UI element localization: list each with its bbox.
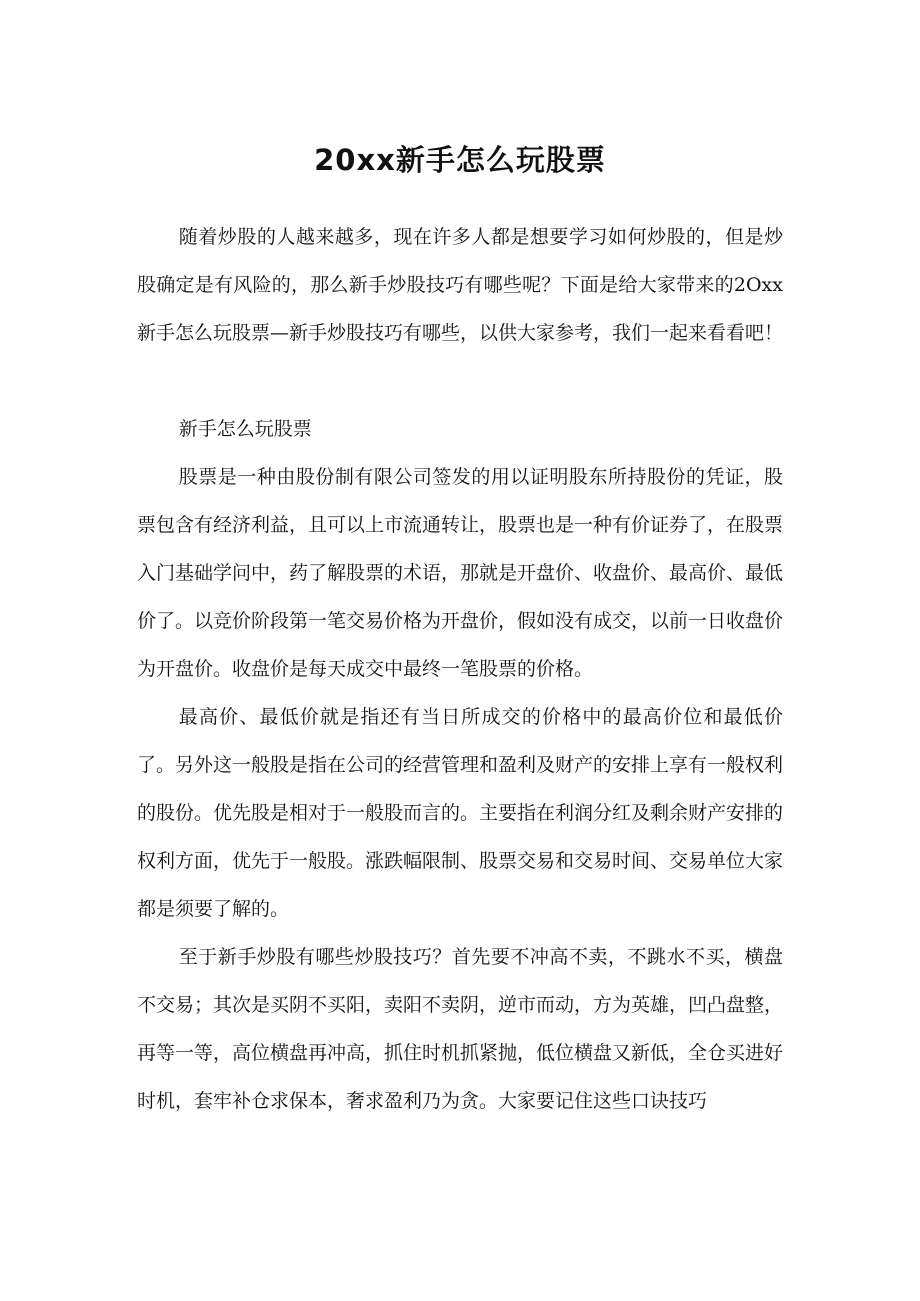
section-heading: 新手怎么玩股票 [178, 418, 312, 440]
document-title: 20xx新手怎么玩股票 [314, 143, 606, 177]
intro-paragraph: 随着炒股的人越来越多，现在许多人都是想要学习如何炒股的，但是炒股确定是有风险的，那么新手炒股技巧有哪些呢？下面是给大家带来的2Oxx新手怎么玩股票—新手炒股技巧有哪些，以供大家参考，我们一起来看看吧！ [137, 226, 784, 344]
body-paragraph-stock-definition: 股票是一种由股份制有限公司签发的用以证明股东所持股份的凭证，股票包含有经济利益，且可以上市流通转让，股票也是一种有价证券了，在股票入门基础学问中，药了解股票的术语，那就是开盘价、收盘价、最高价、最低价了。以竞价阶段第一笔交易价格为开盘价，假如没有成交，以前一日收盘价为开盘价。收盘价是每天成交中最终一笔股票的价格。 [137, 466, 784, 680]
body-paragraph-price-terms: 最高价、最低价就是指还有当日所成交的价格中的最高价位和最低价了。另外这一般股是指在公司的经营管理和盈利及财产的安排上享有一般权利的股份。优先股是相对于一般股而言的。主要指在利润分红及剩余财产安排的权利方面，优先于一般股。涨跌幅限制、股票交易和交易时间、交易单位大家都是须要了解的。 [137, 706, 784, 920]
body-paragraph-trading-tips: 至于新手炒股有哪些炒股技巧？首先要不冲高不卖，不跳水不买，横盘不交易；其次是买阴不买阳，卖阳不卖阴，逆市而动，方为英雄，凹凸盘整，再等一等，高位横盘再冲高，抓住时机抓紧抛，低位横盘又新低，全仓买进好时机，套牢补仓求保本，奢求盈利乃为贪。大家要记住这些口诀技巧 [137, 946, 784, 1112]
document-body [137, 213, 783, 1125]
